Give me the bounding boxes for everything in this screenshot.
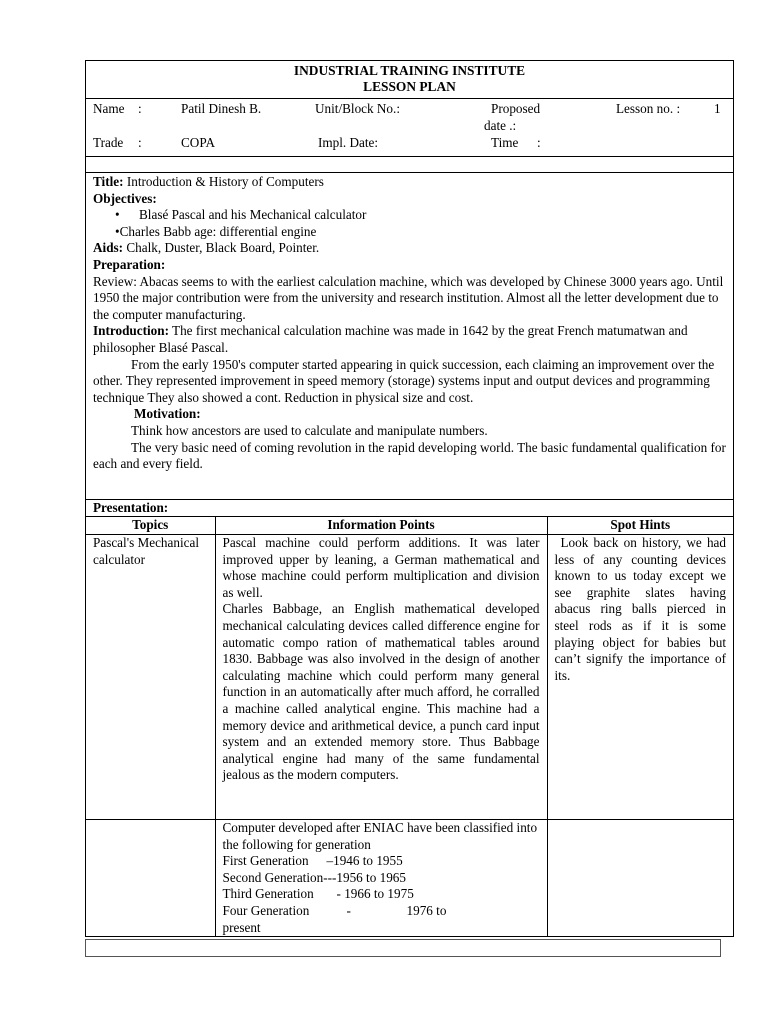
hint-cell bbox=[547, 820, 733, 937]
unit-label: Unit/Block No.: bbox=[315, 101, 400, 116]
generation-item: Third Generation - 1966 to 1975 bbox=[222, 886, 414, 902]
info-cell: Pascal machine could perform additions. It was later improved upper by leaning, a German mathematical and whose machine could perform multiplication and division as well. Charles Babbage, an English mathematical developed mechanical calculating devices called difference engine for automatic compo ration of mathematical tables around 1830. Babbage was also involved in the design of another calculating machine which could perform many general function in an automatically after much afford, he corralled a machine called analytical engine. This machine had a memory device and arithmetical device, a punch card input system and an extended memory store. Thus Babbage analytical engine had many of the same fundamental jealous as the modern computers. bbox=[215, 535, 547, 820]
review-paragraph: Review: Abacas seems to with the earliest calculation machine, which was developed by Chinese 3000 years ago. Until 1950 the major contribution were from the university and research institution. Almost all the letter development due to the computer manufacturing. bbox=[93, 273, 724, 322]
lesson-body bbox=[86, 173, 733, 500]
table-row bbox=[86, 820, 733, 937]
generation-item: First Generation –1946 to 1955 bbox=[222, 853, 403, 869]
bullet-icon: • bbox=[115, 207, 120, 223]
motivation-line: The very basic need of coming revolution in the rapid developing world. The basic fundamental qualification for each and every field. bbox=[93, 439, 726, 472]
motivation-label: Motivation: bbox=[134, 406, 201, 422]
column-header-information: Information Points bbox=[215, 517, 547, 535]
motivation-line: Think how ancestors are used to calculate and manipulate numbers. bbox=[131, 422, 488, 438]
institute-name: INDUSTRIAL TRAINING INSTITUTE bbox=[293, 63, 526, 78]
title-value: Introduction & History of Computers bbox=[126, 174, 324, 189]
presentation-table bbox=[86, 517, 733, 936]
proposed-label: Proposed bbox=[491, 101, 541, 116]
document-title: LESSON PLAN bbox=[363, 79, 456, 94]
trade-value: COPA bbox=[181, 135, 215, 150]
objective-item: • Blasé Pascal and his Mechanical calculator bbox=[115, 207, 367, 223]
objective-item: •Charles Babb age: differential engine bbox=[115, 223, 317, 239]
title-label: Title: bbox=[93, 174, 124, 189]
trade-colon: : bbox=[138, 135, 142, 150]
trade-label: Trade bbox=[93, 135, 124, 150]
footer-box bbox=[85, 939, 721, 957]
table-header-row bbox=[86, 517, 733, 535]
topic-cell: Pascal's Mechanical calculator bbox=[86, 535, 215, 820]
lesson-info bbox=[86, 99, 733, 157]
column-header-hints: Spot Hints bbox=[547, 517, 733, 535]
history-paragraph: From the early 1950's computer started appearing in quick succession, each claiming an improvement over the other. They represented improvement in speed memory (storage) systems input and output devices and programming technique They also showed a cont. Reduction in physical size and cost. bbox=[93, 356, 715, 405]
name-colon: : bbox=[138, 101, 142, 116]
generation-present: present bbox=[222, 919, 261, 935]
blank-row bbox=[86, 157, 733, 173]
time-label: Time bbox=[491, 135, 519, 150]
lesson-plan-frame bbox=[85, 60, 734, 937]
document-header bbox=[86, 61, 733, 99]
lesson-no-value: 1 bbox=[714, 101, 721, 116]
objectives-label: Objectives: bbox=[93, 190, 157, 206]
lesson-no-label: Lesson no. : bbox=[616, 101, 681, 116]
info-cell: Computer developed after ENIAC have been classified into the following for generation First Generation –1946 to 1955 Second Generation---1956 to 1965 Third Generation - 1966 to 1975 Four Generation - 1976 to present bbox=[215, 820, 547, 937]
proposed-date-label: date .: bbox=[484, 118, 517, 133]
column-header-topics: Topics bbox=[86, 517, 215, 535]
generation-item: Second Generation---1956 to 1965 bbox=[222, 869, 406, 885]
title-line bbox=[93, 174, 726, 191]
name-label: Name bbox=[93, 101, 125, 116]
name-value: Patil Dinesh B. bbox=[181, 101, 262, 116]
hint-cell: Look back on history, we had less of any counting devices known to us today except we see graphite slates having abacus ring balls pierced in steel rods as if it is some playing object for babies but can’t signify the importance of its. bbox=[547, 535, 733, 820]
generation-item: Four Generation - 1976 to bbox=[222, 902, 447, 918]
presentation-label: Presentation: bbox=[86, 500, 733, 517]
introduction-paragraph: Introduction: The first mechanical calculation machine was made in 1642 by the great French matumatwan and philosopher Blasé Pascal. bbox=[93, 323, 688, 355]
preparation-label: Preparation: bbox=[93, 256, 166, 272]
table-row bbox=[86, 535, 733, 820]
time-colon: : bbox=[537, 135, 541, 150]
aids-line: Aids: Chalk, Duster, Black Board, Pointer. bbox=[93, 240, 320, 256]
impl-date-label: Impl. Date: bbox=[318, 135, 379, 150]
topic-cell bbox=[86, 820, 215, 937]
